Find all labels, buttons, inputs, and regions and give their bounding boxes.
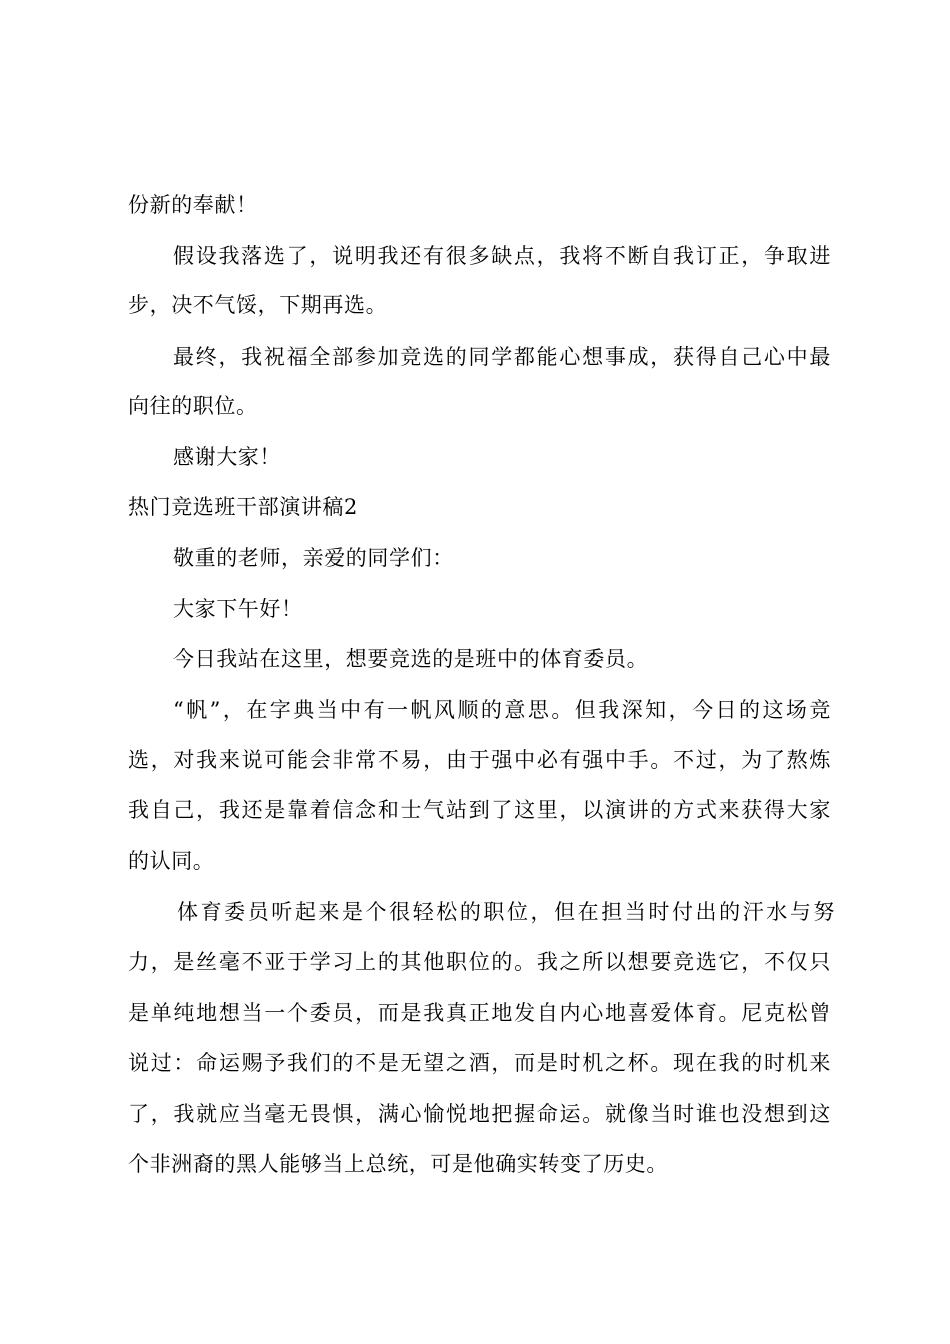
salutation: 敬重的老师，亲爱的同学们： [173,546,454,570]
paragraph-line: 份新的奉献！ [128,193,258,217]
paragraph-line: “帆”，在字典当中有一帆风顺的意思。但我深知，今日的这场竞 [173,698,831,722]
paragraph-line: 感谢大家！ [173,445,281,469]
paragraph-line: 选，对我来说可能会非常不易，由于强中必有强中手。不过，为了熬炼 [128,748,831,772]
greeting: 大家下午好！ [173,597,303,621]
paragraph-line: 了，我就应当毫无畏惧，满心愉悦地把握命运。就像当时谁也没想到这 [128,1102,831,1126]
paragraph-line: 的认同。 [128,849,215,873]
paragraph-line: 是单纯地想当一个委员，而是我真正地发自内心地喜爱体育。尼克松曾 [128,1001,831,1025]
paragraph-line: 今日我站在这里，想要竞选的是班中的体育委员。 [173,647,649,671]
paragraph-line: 步，决不气馁，下期再选。 [128,293,388,317]
paragraph-line: 假设我落选了，说明我还有很多缺点，我将不断自我订正，争取进 [173,244,831,268]
paragraph-line: 最终，我祝福全部参加竞选的同学都能心想事成，获得自己心中最 [173,345,831,369]
paragraph-line: 向往的职位。 [128,394,258,418]
paragraph-line: 说过：命运赐予我们的不是无望之酒，而是时机之杯。现在我的时机来 [128,1051,831,1075]
paragraph-line: 个非洲裔的黑人能够当上总统，可是他确实转变了历史。 [128,1152,668,1176]
paragraph-line: 力，是丝毫不亚于学习上的其他职位的。我之所以想要竞选它，不仅只 [128,950,831,974]
paragraph-line: 我自己，我还是靠着信念和士气站到了这里，以演讲的方式来获得大家 [128,798,831,822]
paragraph-line: 体育委员听起来是个很轻松的职位，但在担当时付出的汗水与努 [177,900,835,924]
section-heading: 热门竞选班干部演讲稿2 [128,495,358,519]
